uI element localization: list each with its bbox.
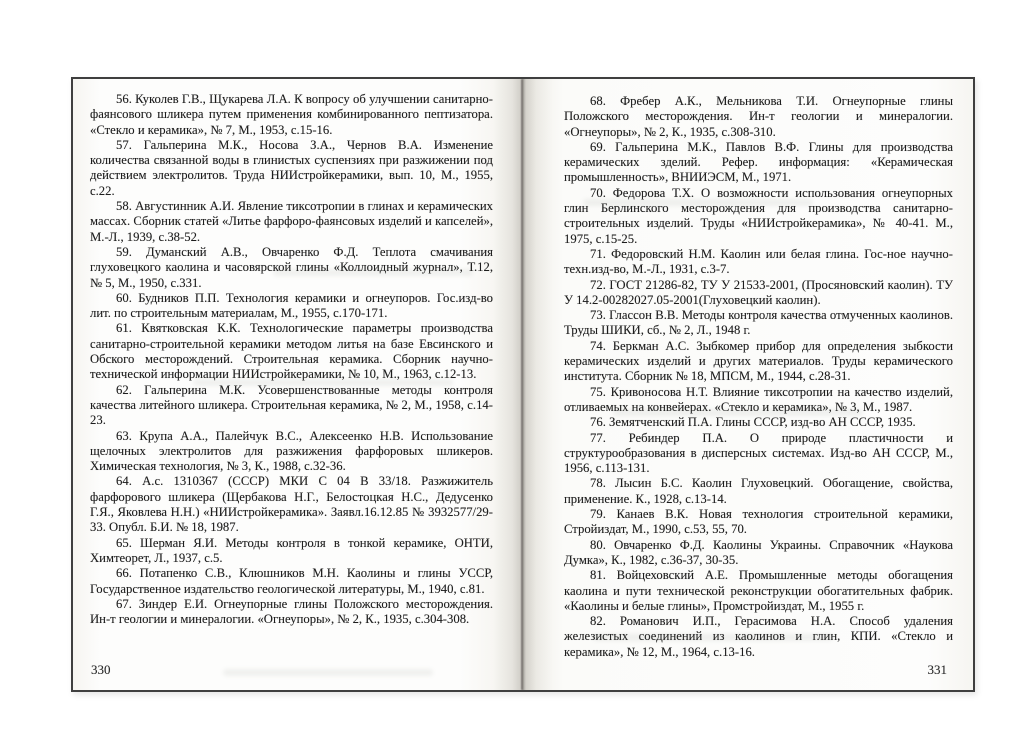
reference-entry-58: 58. Августинник А.И. Явление тиксотропии в глинах и керамических массах. Сборник статей «Литье фарфоро-фаянсовых изделий и капселей», М.-Л., 1939, с.38-52. (90, 199, 493, 244)
reference-entry-67: 67. Зиндер Е.И. Огнеупорные глины Положского месторождения. Ин-т геологии и минералогии. «Огнеупоры», № 2, К., 1935, с.304-308. (90, 596, 493, 627)
reference-entry-72: 72. ГОСТ 21286-82, ТУ У 21533-2001, (Просяновский каолин). ТУ У 14.2-00282027.05-2001(Глуховецкий каолин). (564, 277, 953, 307)
reference-entry-65: 65. Шерман Я.И. Методы контроля в тонкой керамике, ОНТИ, Химтеорет, Л., 1937, с.5. (90, 535, 493, 565)
reference-entry-59: 59. Думанский А.В., Овчаренко Ф.Д. Теплота смачивания глуховецкого каолина и часовярской глины «Коллоидный журнал», Т.12, № 5, М., 1950, с.331. (90, 244, 493, 290)
scan-area (71, 77, 975, 692)
reference-entry-57: 57. Гальперина М.К., Носова З.А., Чернов В.А. Изменение количества связанной воды в глинистых суспензиях при разжижении под действием электролитов. Труда НИИстройкерамики, вып. 10, М., 1955, с.22. (90, 137, 493, 198)
references-list-left (90, 92, 493, 627)
reference-entry-77: 77. Ребиндер П.А. О природе пластичности и структурообразования в дисперсных системах. Изд-во АН СССР, М., 1956, с.113-131. (564, 430, 953, 476)
bleedthrough-smudge (223, 669, 433, 676)
reference-entry-60: 60. Будников П.П. Технология керамики и огнеупоров. Гос.изд-во лит. по строительным материалам, М., 1955, с.170-171. (90, 290, 493, 321)
reference-entry-71: 71. Федоровский Н.М. Каолин или белая глина. Гос-ное научно-техн.изд-во, М.-Л., 1931, с.3-7. (564, 246, 953, 277)
reference-entry-74: 74. Беркман А.С. Зыбкомер прибор для определения зыбкости керамических изделий и других материалов. Труды керамического института. Сборник № 18, МПСМ, М., 1944, с.28-31. (564, 338, 953, 384)
reference-entry-82: 82. Романович И.П., Герасимова Н.А. Способ удаления железистых соединений из каолинов и глин, КПИ. «Стекло и керамика», № 12, М., 1964, с.13-16. (564, 614, 953, 659)
reference-entry-63: 63. Крупа А.А., Палейчук В.С., Алексеенко Н.В. Использование щелочных электролитов для разжижения фарфоровых шликеров. Химическая технология, № 3, К., 1988, с.32-36. (90, 428, 493, 474)
reference-entry-73: 73. Глассон В.В. Методы контроля качества отмученных каолинов. Труды ШИКИ, сб., № 2, Л., 1948 г. (564, 308, 953, 338)
reference-entry-64: 64. А.с. 1310367 (СССР) МКИ С 04 В 33/18. Разжижитель фарфорового шликера (Щербакова Н.Г., Белостоцкая Н.С., Дедусенко Г.Я., Яковлева Н.Н.) «НИИстройкерамика». Заявл.16.12.85 № 3932577/29-33. Опубл. Б.И. № 18, 1987. (90, 474, 493, 535)
reference-entry-70: 70. Федорова Т.Х. О возможности использования огнеупорных глин Берлинского месторождения для производства санитарно-строительных изделий. Труды «НИИстройкерамика», № 40-41. М., 1975, с.15-25. (564, 185, 953, 246)
book-page-left (73, 79, 523, 690)
reference-entry-78: 78. Лысин Б.С. Каолин Глуховецкий. Обогащение, свойства, применение. К., 1928, с.13-14. (564, 476, 953, 506)
references-list-right (564, 94, 953, 660)
book-page-right (523, 79, 973, 690)
reference-entry-81: 81. Войцеховский А.Е. Промышленные методы обогащения каолина и пути технической реконструкции обогатительных фабрик. «Каолины и белые глины», Промстройиздат, М., 1955 г. (564, 568, 953, 613)
reference-entry-56: 56. Куколев Г.В., Щукарева Л.А. К вопросу об улучшении санитарно-фаянсового шликера путем применения комбинированного пептизатора. «Стекло и керамика», № 7, М., 1953, с.15-16. (90, 92, 493, 137)
reference-entry-75: 75. Кривоносова Н.Т. Влияние тиксотропии на качество изделий, отливаемых на конвейерах. «Стекло и керамика», № 3, М., 1987. (564, 384, 953, 414)
reference-entry-69: 69. Гальперина М.К., Павлов В.Ф. Глины для производства керамических зделий. Рефер. информация: «Керамическая промышленность», ВНИИЭСМ, М., 1971. (564, 139, 953, 185)
reference-entry-61: 61. Квятковская К.К. Технологические параметры производства санитарно-строительной керамики методом литья на базе Евсинского и Обского месторождений. Строительная керамика. Сборник научно-технической информации НИИстройкерамики, № 10, М., 1963, с.12-13. (90, 321, 493, 382)
reference-entry-76: 76. Земятченский П.А. Глины СССР, изд-во АН СССР, 1935. (590, 415, 916, 430)
reference-entry-66: 66. Потапенко С.В., Клюшников М.Н. Каолины и глины УССР, Государственное издательство геологической литературы, М., 1940, с.81. (90, 566, 493, 596)
book-pages (73, 79, 973, 690)
page-number-331: 331 (927, 662, 947, 677)
reference-entry-62: 62. Гальперина М.К. Усовершенствованные методы контроля качества литейного шликера. Строительная керамика, № 2, М., 1958, с.14-23. (90, 382, 493, 428)
reference-entry-79: 79. Канаев В.К. Новая технология строительной керамики, Стройиздат, М., 1990, с.53, 55, 70. (564, 507, 953, 537)
reference-entry-80: 80. Овчаренко Ф.Д. Каолины Украины. Справочник «Наукова Думка», К., 1982, с.36-37, 30-35. (564, 537, 953, 567)
reference-entry-68: 68. Фребер А.К., Мельникова Т.И. Огнеупорные глины Положского месторождения. Ин-т геологии и минералогии. «Огнеупоры», № 2, К., 1935, с.308-310. (564, 94, 953, 139)
page-number-330: 330 (91, 662, 111, 677)
